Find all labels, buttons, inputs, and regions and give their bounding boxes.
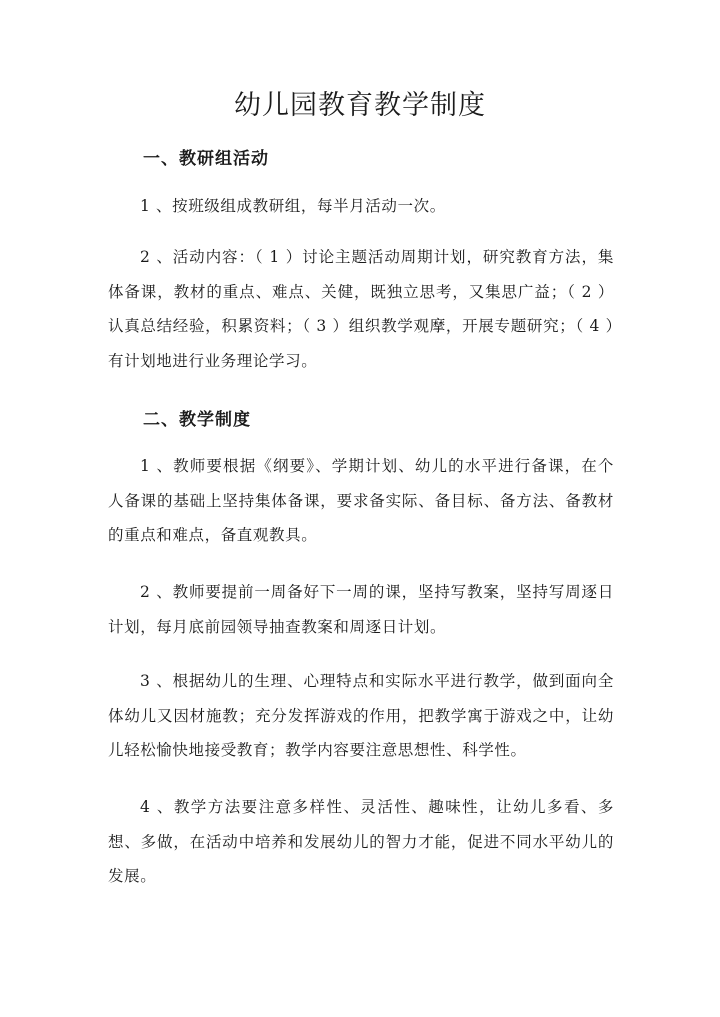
paragraph-teaching-3: 3 、根据幼儿的生理、心理特点和实际水平进行教学，做到面向全体幼儿又因材施教；充分发挥游戏的作用，把教学寓于游戏之中，让幼儿轻松愉快地接受教育；教学内容要注意思想性、科学性。 <box>108 672 614 759</box>
paragraph-teaching-1: 1 、教师要根据《纲要》、学期计划、幼儿的水平进行备课，在个人备课的基础上坚持集体备课，要求备实际、备目标、备方法、备教材的重点和难点，备直观教具。 <box>108 457 614 544</box>
section-heading-teaching-system: 二、教学制度 <box>143 410 251 430</box>
paragraph-teaching-4: 4 、教学方法要注意多样性、灵活性、趣味性，让幼儿多看、多想、多做，在活动中培养和发展幼儿的智力才能，促进不同水平幼儿的发展。 <box>108 798 614 885</box>
paragraph-research-2: 2 、活动内容：（ 1 ）讨论主题活动周期计划，研究教育方法，集体备课，教材的重点、难点、关健，既独立思考，又集思广益；（ 2 ）认真总结经验，积累资料；（ 3 ）组织教学观摩，开展专题研究；（ 4 ）有计划地进行业务理论学习。 <box>108 248 614 370</box>
paragraph-research-1: 1 、按班级组成教研组，每半月活动一次。 <box>140 197 446 215</box>
document-title: 幼儿园教育教学制度 <box>234 90 486 121</box>
paragraph-teaching-2: 2 、教师要提前一周备好下一周的课，坚持写教案，坚持写周逐日计划，每月底前园领导抽查教案和周逐日计划。 <box>108 583 614 636</box>
section-heading-research-group: 一、教研组活动 <box>143 149 269 169</box>
